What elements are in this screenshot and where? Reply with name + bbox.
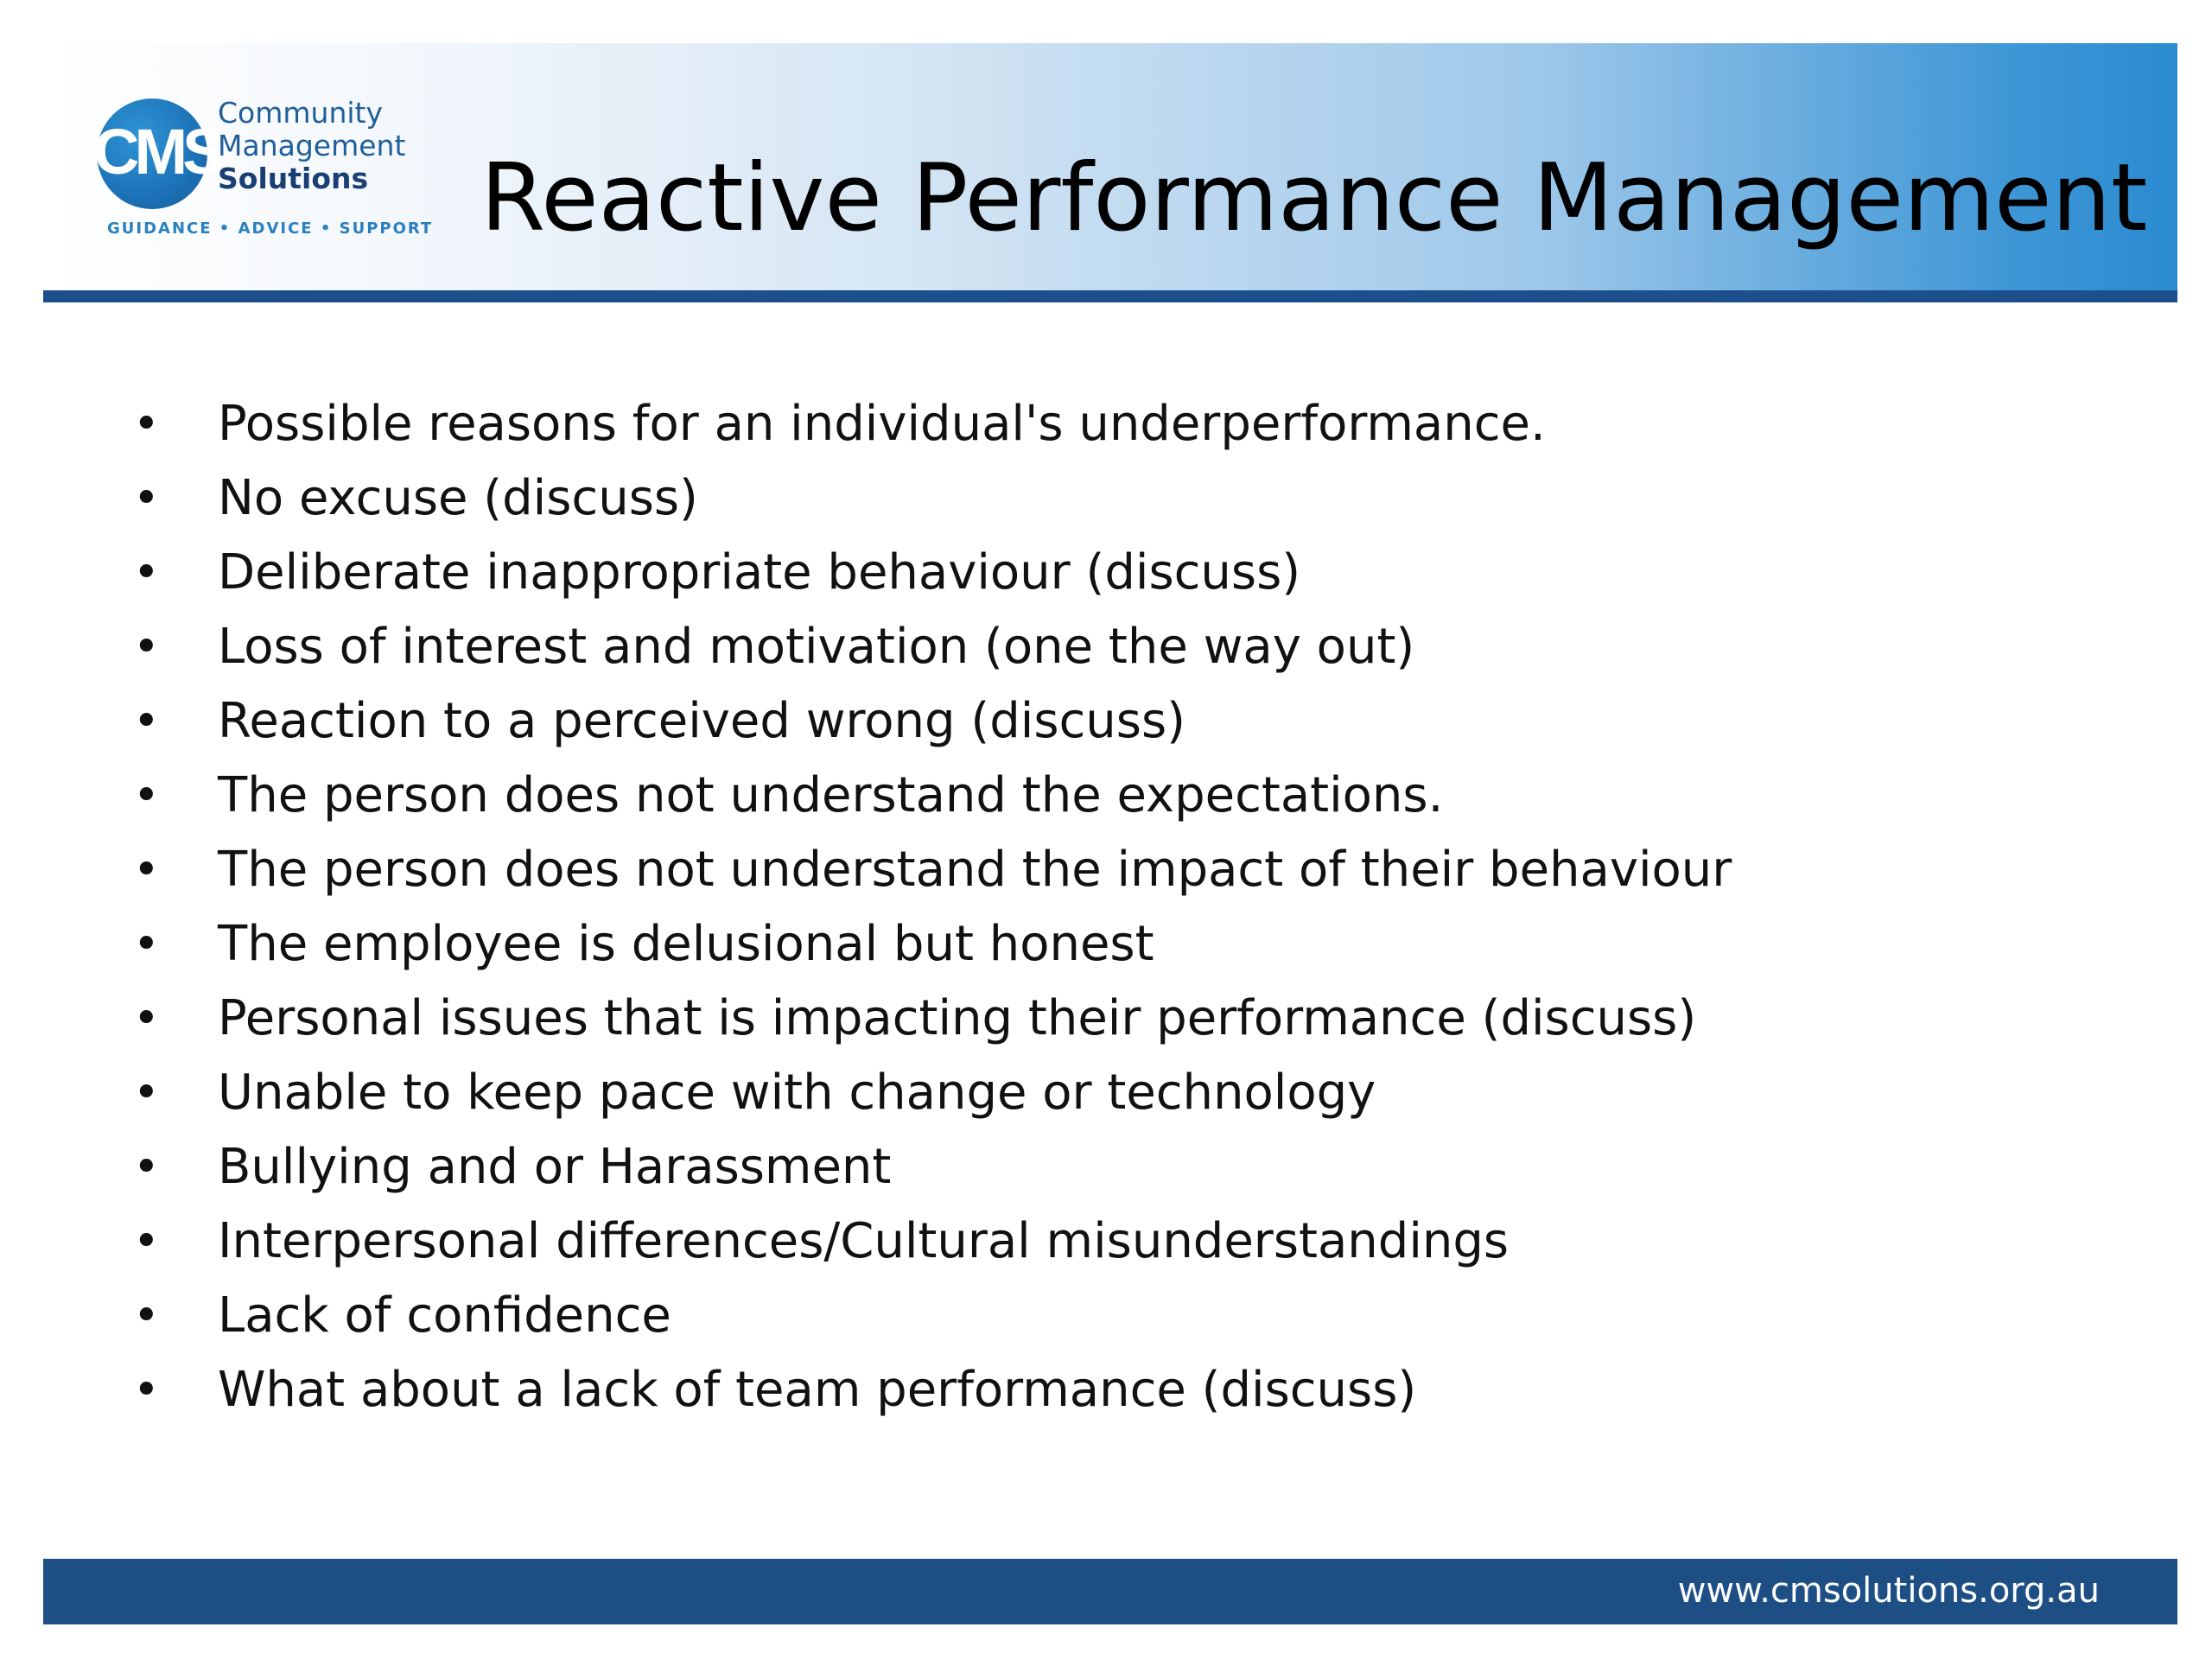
list-item [130,1353,2031,1427]
list-item [130,1130,2031,1205]
footer-url: www.cmsolutions.org.au [1677,1571,2100,1611]
list-item-text: The person does not understand the impact of their behaviour [218,842,1732,898]
list-item [130,833,2031,907]
list-item-text: Deliberate inappropriate behaviour (discuss) [218,544,1301,601]
bullet-icon: • [133,1141,160,1193]
logo-mark: CMS [93,116,220,188]
list-item [130,1279,2031,1353]
list-item [130,387,2031,461]
cms-logo [93,96,434,252]
bullet-icon: • [133,844,160,896]
list-item-text: Unable to keep pace with change or technology [218,1065,1376,1121]
bullet-icon: • [133,621,160,673]
list-item-text: Lack of confidence [218,1287,671,1344]
logo-tagline: GUIDANCE • ADVICE • SUPPORT [107,219,434,238]
bullet-icon: • [133,770,160,822]
bullet-icon: • [133,1216,160,1268]
list-item-text: Personal issues that is impacting their performance (discuss) [218,990,1697,1046]
logo-line-3: Solutions [218,162,369,195]
list-item-text: Loss of interest and motivation (one the way out) [218,619,1415,675]
list-item-text: The person does not understand the expectations. [218,767,1444,823]
bullet-icon: • [133,1290,160,1342]
list-item [130,1205,2031,1279]
bullet-list [130,387,2031,1427]
list-item [130,684,2031,759]
header-rule [43,290,2177,302]
list-item [130,461,2031,536]
list-item-text: Bullying and or Harassment [218,1139,892,1195]
list-item-text: What about a lack of team performance (discuss) [218,1362,1417,1418]
list-item [130,1056,2031,1130]
list-item [130,610,2031,684]
list-item [130,907,2031,982]
bullet-icon: • [133,398,160,450]
footer-bar [43,1559,2177,1624]
list-item-text: Reaction to a perceived wrong (discuss) [218,693,1185,749]
list-item-text: Interpersonal differences/Cultural misunderstandings [218,1213,1510,1269]
bullet-icon: • [133,547,160,599]
bullet-icon: • [133,696,160,747]
bullet-icon: • [133,1364,160,1416]
list-item-text: No excuse (discuss) [218,470,698,526]
list-item [130,759,2031,833]
list-item [130,536,2031,610]
logo-line-1: Community [218,96,383,130]
bullet-icon: • [133,1067,160,1119]
bullet-icon: • [133,993,160,1045]
logo-line-2: Management [218,129,406,162]
bullet-icon: • [133,918,160,970]
list-item [130,982,2031,1056]
slide-title: Reactive Performance Management [480,144,2148,252]
bullet-icon: • [133,473,160,524]
list-item-text: Possible reasons for an individual's underperformance. [218,396,1546,452]
logo-wordmark [218,97,405,195]
list-item-text: The employee is delusional but honest [218,916,1154,972]
